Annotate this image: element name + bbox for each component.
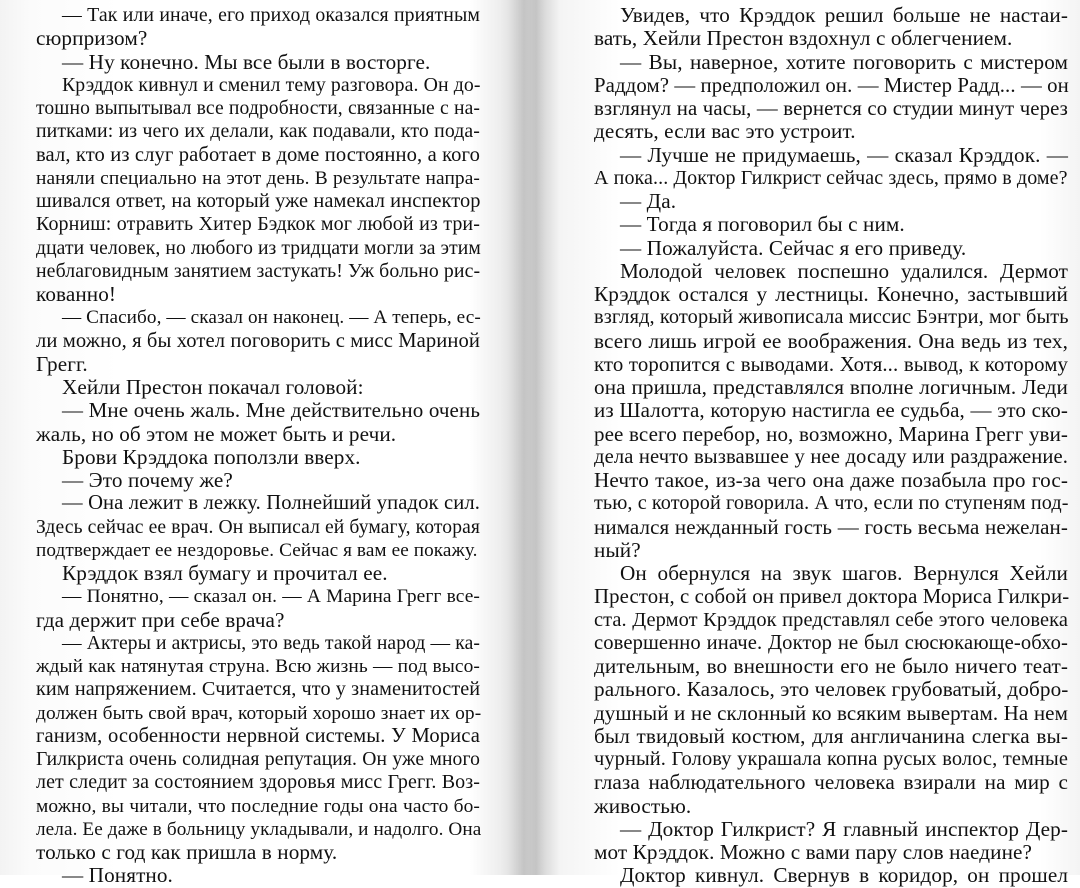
- text-line: вать, Хейли Престон вздохнул с облегчением.: [594, 26, 1013, 51]
- text-line: был твидовый костюм, для англичанина слегка вы-: [594, 723, 1068, 748]
- text-line: Крэддок взял бумагу и прочитал ее.: [62, 561, 388, 585]
- right-page: [532, 0, 1080, 888]
- text-line: ждый как натянутая струна. Всю жизнь — под высо-: [36, 656, 480, 677]
- text-line: можно, вы читали, что последние годы она часто бо-: [36, 795, 480, 817]
- text-line: — Доктор Гилкрист? Я главный инспектор Дер-: [620, 816, 1068, 841]
- text-line: тошно выпытывал все подробности, связанные с на-: [36, 98, 480, 119]
- text-line: душный и не склонный ко всяким вывертам. На нем: [594, 700, 1068, 725]
- text-line: из Шалотта, которую настигла ее судьба, — это ско-: [594, 398, 1068, 423]
- text-line: жаль, но об этом не может быть и речи.: [36, 421, 397, 446]
- text-line: питками: из чего их делали, как подавали, кто пода-: [36, 120, 480, 143]
- text-line: вал, кто из слуг работает в доме постоянно, а кого: [36, 143, 480, 166]
- text-line: должен быть свой врач, который хорошо знает их ор-: [36, 702, 482, 724]
- text-line: Хейли Престон покачал головой:: [62, 375, 364, 399]
- text-line: — Так или иначе, его приход оказался приятным: [62, 4, 480, 26]
- text-line: Он обернулся на звук шагов. Вернулся Хейли: [620, 561, 1068, 585]
- text-line: глаза наблюдательного человека взирали на мир с: [594, 770, 1068, 795]
- left-page: [0, 0, 530, 888]
- text-line: лет следит за состоянием здоровья мисс Грегг. Воз-: [36, 771, 480, 794]
- text-line: Крэддок остался у лестницы. Конечно, застывший: [594, 282, 1068, 306]
- text-line: Корниш: отравить Хитер Бэдкок мог любой из три-: [36, 213, 480, 236]
- text-line: Молодой человек поспешно удалился. Дермот: [620, 258, 1068, 283]
- text-line: живостью.: [594, 793, 692, 818]
- text-line: всего лишь игрой ее воображения. Она ведь из тех,: [594, 328, 1068, 353]
- text-line: Нечто такое, из-за чего она даже позабыла про гос-: [594, 468, 1068, 492]
- text-line: Крэддок кивнул и сменил тему разговора. Он до-: [62, 73, 481, 96]
- text-line: — Спасибо, — сказал он наконец. — А теперь, ес-: [62, 307, 481, 329]
- text-line: — Актеры и актрисы, это ведь такой народ — ка-: [62, 632, 480, 654]
- text-line: ким напряжением. Считается, что у знаменитостей: [36, 678, 481, 701]
- text-line: дела нечто вызвавшее у нее досаду или раздражение.: [594, 445, 1068, 468]
- text-line: — Понятно, — сказал он. — А Марина Грегг все-: [62, 586, 480, 608]
- text-line: взглянул на часы, — вернется со студии минут через: [594, 97, 1068, 120]
- text-line: Гилкриста очень солидная репутация. Он уже много: [36, 749, 480, 770]
- text-line: гда держит при себе врача?: [36, 607, 285, 632]
- text-line: шивался ответ, на который уже намекал инспектор: [36, 190, 481, 212]
- text-line: кто торопится с выводами. Хотя... вывод, к которому: [594, 352, 1068, 376]
- text-line: — Она лежит в лежку. Полнейший упадок сил.: [62, 492, 480, 515]
- text-line: неблаговидным занятием застукать! Уж больно рис-: [36, 259, 481, 282]
- text-line: рального. Казалось, это человек грубоватый, добро-: [594, 677, 1069, 702]
- text-line: тью, с которой говорила. А что, если по ступеням под-: [594, 492, 1069, 515]
- text-line: Брови Крэддока поползли вверх.: [62, 444, 361, 469]
- text-line: сюрпризом?: [36, 26, 148, 51]
- text-line: Доктор кивнул. Свернув в коридор, он прошел: [620, 863, 1068, 888]
- text-line: ный?: [594, 537, 641, 562]
- text-line: она пришла, представлялся вполне логичным. Леди: [594, 375, 1068, 399]
- text-line: чурный. Голову украшала копна русых волос, темные: [594, 748, 1068, 770]
- text-line: — Да.: [620, 189, 677, 213]
- text-line: лела. Ее даже в больницу укладывали, и надолго. Она: [36, 818, 482, 840]
- text-line: — Вы, наверное, хотите поговорить с мистером: [620, 49, 1068, 74]
- text-line: взгляд, который живописала миссис Бэнтри, мог быть: [594, 306, 1069, 329]
- text-line: — Это почему же?: [62, 468, 233, 492]
- text-line: — Мне очень жаль. Мне действительно очень: [62, 398, 480, 423]
- text-line: дительным, во внешности его не было ничего теат-: [594, 654, 1068, 678]
- text-line: ста. Дермот Крэддок представлял себе этого человека: [594, 608, 1068, 631]
- text-line: дцати человек, но любого из тридцати могли за этим: [36, 237, 481, 259]
- text-line: Грегг.: [36, 351, 88, 376]
- left-page-text: [36, 4, 480, 888]
- text-line: — Тогда я поговорил бы с ним.: [620, 212, 905, 237]
- text-line: — Ну конечно. Мы все были в восторге.: [62, 49, 431, 74]
- text-line: десять, если вас это устроит.: [594, 119, 856, 144]
- text-line: ганизм, особенности нервной системы. У Мориса: [36, 724, 480, 747]
- text-line: нимался нежданный гость — гость весьма нежелан-: [594, 514, 1068, 539]
- text-line: только с год как пришла в норму.: [36, 840, 338, 864]
- text-line: кованно!: [36, 282, 117, 306]
- text-line: Здесь сейчас ее врач. Он выписал ей бумагу, которая: [36, 516, 480, 538]
- text-line: Увидев, что Крэддок решил больше не настаи-: [620, 3, 1068, 27]
- text-line: подтверждает ее нездоровье. Сейчас я вам ее покажу.: [36, 539, 478, 561]
- text-line: — Пожалуйста. Сейчас я его приведу.: [620, 235, 967, 260]
- text-line: — Понятно.: [62, 863, 173, 888]
- right-page-text: [594, 4, 1068, 888]
- text-line: мот Крэддок. Можно с вами пару слов наедине?: [594, 840, 1033, 864]
- text-line: — Лучше не придумаешь, — сказал Крэддок. —: [620, 142, 1068, 167]
- text-line: рее всего перебор, но, возможно, Марина Грегг уви-: [594, 421, 1068, 446]
- text-line: наняли специально на этот день. В результате напра-: [36, 167, 480, 189]
- text-line: Раддом? — предположил он. — Мистер Радд... — он: [594, 73, 1069, 97]
- text-line: совершенно иначе. Доктор не был сюсюкающе-обхо-: [594, 631, 1068, 654]
- text-line: ли можно, я бы хотел поговорить с мисс Мариной: [36, 329, 481, 352]
- text-line: А пока... Доктор Гилкрист сейчас здесь, прямо в доме?: [594, 166, 1068, 189]
- text-line: Престон, с собой он привел доктора Мориса Гилкри-: [594, 585, 1070, 609]
